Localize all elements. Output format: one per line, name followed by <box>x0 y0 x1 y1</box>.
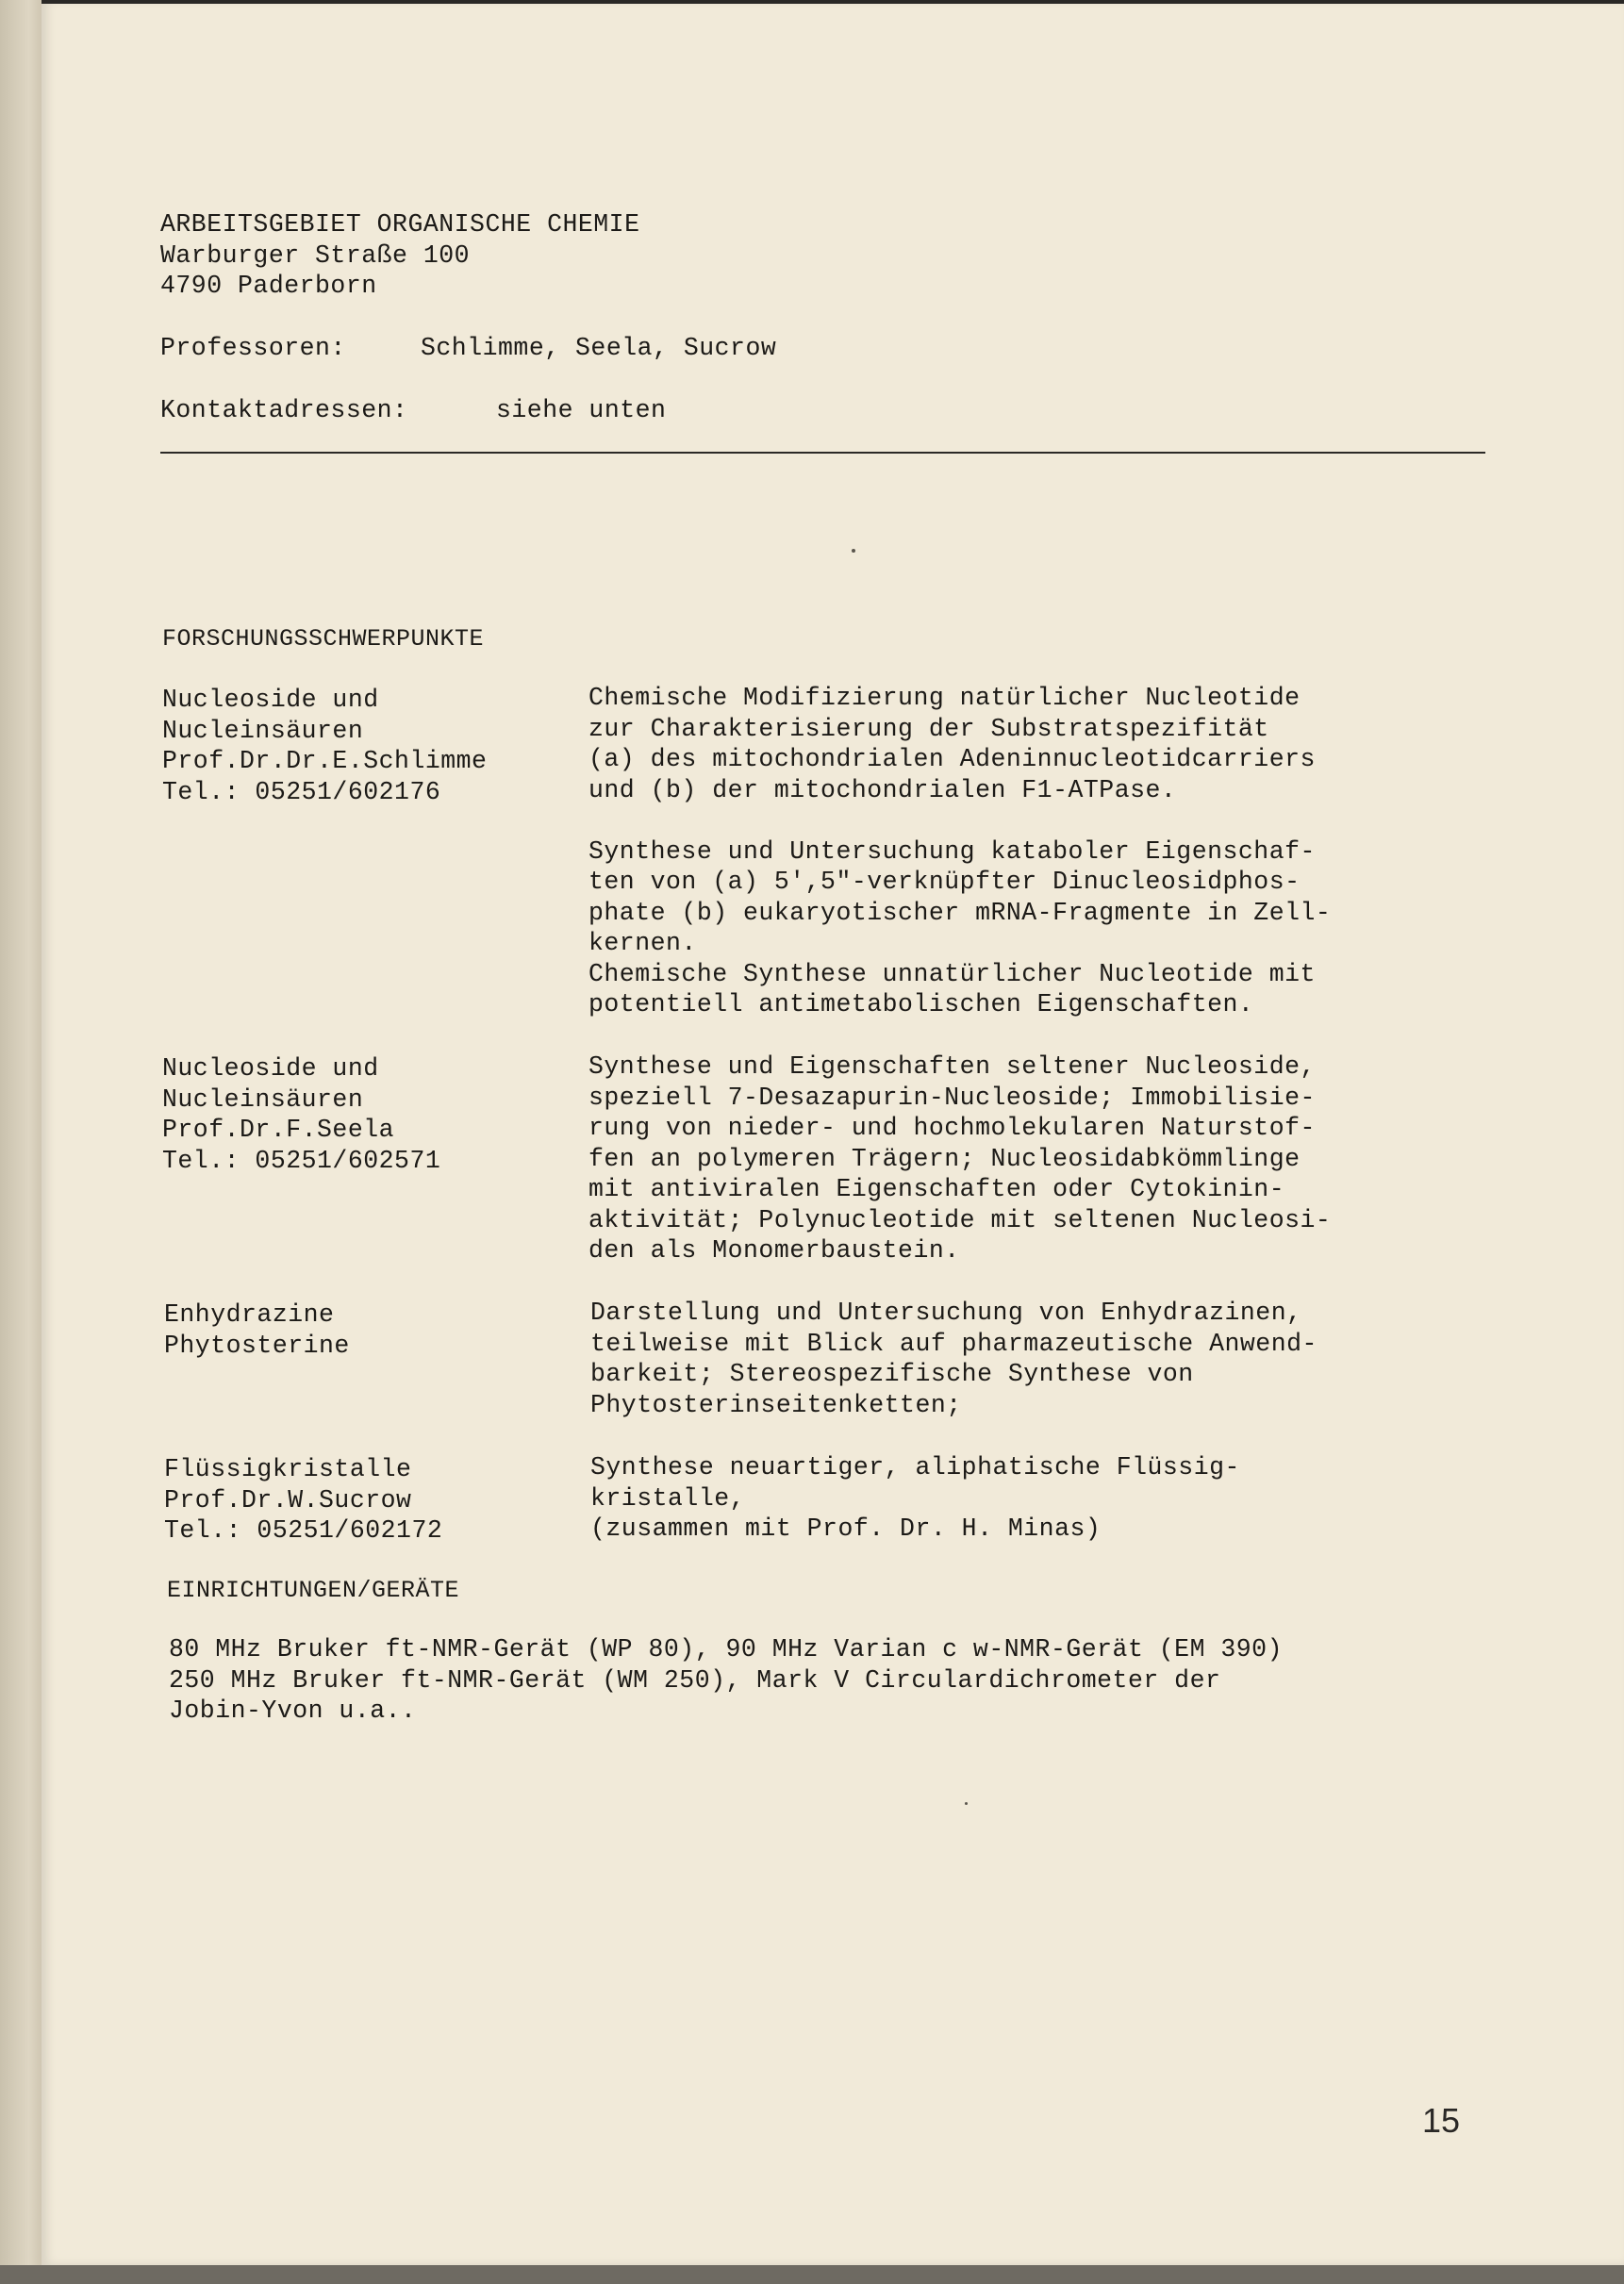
entry-1-desc-line: phate (b) eukaryotischer mRNA-Fragmente in Zell- <box>588 898 1332 927</box>
page-number: 15 <box>1422 2101 1461 2140</box>
page-bottom-edge <box>0 2265 1624 2284</box>
entry-1-description <box>588 683 1331 1020</box>
institution-title: ARBEITSGEBIET ORGANISCHE CHEMIE <box>160 210 640 239</box>
page-top-edge <box>41 0 1624 4</box>
entry-3-description <box>590 1298 1317 1420</box>
entry-1-desc-line <box>588 805 1331 836</box>
book-spine <box>0 0 41 2284</box>
entry-2-desc-line: Synthese und Eigenschaften seltener Nucleoside, <box>588 1052 1316 1081</box>
entry-2-description <box>588 1051 1331 1266</box>
entry-2-contact-line: Prof.Dr.F.Seela <box>162 1116 395 1144</box>
entry-1-contact <box>162 685 487 807</box>
entry-2-desc-line: mit antiviralen Eigenschaften oder Cytokinin- <box>588 1175 1285 1203</box>
entry-1-contact-line: Nucleoside und <box>162 686 379 714</box>
entry-4-desc-line: (zusammen mit Prof. Dr. H. Minas) <box>590 1514 1102 1543</box>
entry-3-contact-line: Phytosterine <box>164 1331 350 1360</box>
entry-1-desc-line: ten von (a) 5',5"-verknüpfter Dinucleosidphos- <box>588 868 1301 896</box>
entry-2-desc-line: rung von nieder- und hochmolekularen Naturstof- <box>588 1114 1316 1142</box>
entry-4-contact <box>164 1454 442 1547</box>
entry-2-desc-line: den als Monomerbaustein. <box>588 1236 960 1265</box>
entry-4-contact-line: Prof.Dr.W.Sucrow <box>164 1485 412 1514</box>
entry-1-desc-line: Chemische Synthese unnatürlicher Nucleotide mit <box>588 959 1316 988</box>
entry-1-contact-line: Prof.Dr.Dr.E.Schlimme <box>162 747 488 775</box>
scan-speck <box>852 549 855 553</box>
entry-4-desc-line: Synthese neuartiger, aliphatische Flüssig- <box>590 1453 1240 1481</box>
scan-speck <box>965 1802 968 1805</box>
entry-1-desc-line: Chemische Modifizierung natürlicher Nucleotide <box>588 684 1301 712</box>
contacts-value: siehe unten <box>496 396 667 424</box>
entry-1-desc-line: Synthese und Untersuchung kataboler Eigenschaf- <box>588 836 1316 866</box>
city-address: 4790 Paderborn <box>160 272 377 300</box>
entry-1-desc-line: (a) des mitochondrialen Adeninnucleotidcarriers <box>588 745 1316 773</box>
entry-2-contact <box>162 1053 440 1176</box>
equipment-list <box>169 1634 1283 1727</box>
entry-2-contact-line: Nucleinsäuren <box>162 1084 364 1114</box>
contacts-label: Kontaktadressen: <box>160 396 408 424</box>
equipment-heading: EINRICHTUNGEN/GERÄTE <box>167 1577 460 1604</box>
entry-4-desc-line: kristalle, <box>590 1483 746 1513</box>
header-divider <box>160 452 1485 454</box>
entry-3-desc-line: barkeit; Stereospezifische Synthese von <box>590 1360 1194 1388</box>
entry-3-desc-line: Darstellung und Untersuchung von Enhydrazinen, <box>590 1299 1302 1327</box>
professors-value: Schlimme, Seela, Sucrow <box>421 334 777 362</box>
entry-2-desc-line: speziell 7-Desazapurin-Nucleoside; Immobilisie- <box>588 1083 1316 1112</box>
research-heading: FORSCHUNGSSCHWERPUNKTE <box>162 625 485 653</box>
entry-3-contact <box>164 1299 350 1361</box>
equipment-line: Jobin-Yvon u.a.. <box>169 1696 417 1725</box>
equipment-line: 250 MHz Bruker ft-NMR-Gerät (WM 250), Mark V Circulardichrometer der <box>169 1665 1221 1695</box>
entry-1-contact-line: Nucleinsäuren <box>162 716 364 745</box>
equipment-line: 80 MHz Bruker ft-NMR-Gerät (WP 80), 90 MHz Varian c w-NMR-Gerät (EM 390) <box>169 1635 1283 1663</box>
street-address: Warburger Straße 100 <box>160 241 471 270</box>
entry-4-contact-line: Flüssigkristalle <box>164 1455 412 1483</box>
entry-2-contact-line: Nucleoside und <box>162 1054 379 1083</box>
entry-1-desc-line: zur Charakterisierung der Substratspezifität <box>588 714 1269 743</box>
entry-2-desc-line: aktivität; Polynucleotide mit seltenen Nucleosi- <box>588 1205 1332 1234</box>
entry-4-contact-line: Tel.: 05251/602172 <box>164 1516 443 1545</box>
entry-2-desc-line: fen an polymeren Trägern; Nucleosidabkömmlinge <box>588 1144 1301 1173</box>
entry-3-desc-line: Phytosterinseitenketten; <box>590 1390 962 1419</box>
entry-4-description <box>590 1452 1240 1545</box>
entry-3-contact-line: Enhydrazine <box>164 1300 335 1329</box>
entry-1-contact-line: Tel.: 05251/602176 <box>162 777 441 806</box>
professors-label: Professoren: <box>160 334 346 362</box>
entry-3-desc-line: teilweise mit Blick auf pharmazeutische Anwend- <box>590 1329 1317 1358</box>
entry-1-desc-line: und (b) der mitochondrialen F1-ATPase. <box>588 775 1177 804</box>
entry-1-desc-line: kernen. <box>588 929 697 957</box>
entry-1-desc-line: potentiell antimetabolischen Eigenschaften. <box>588 990 1254 1018</box>
entry-2-contact-line: Tel.: 05251/602571 <box>162 1146 441 1175</box>
